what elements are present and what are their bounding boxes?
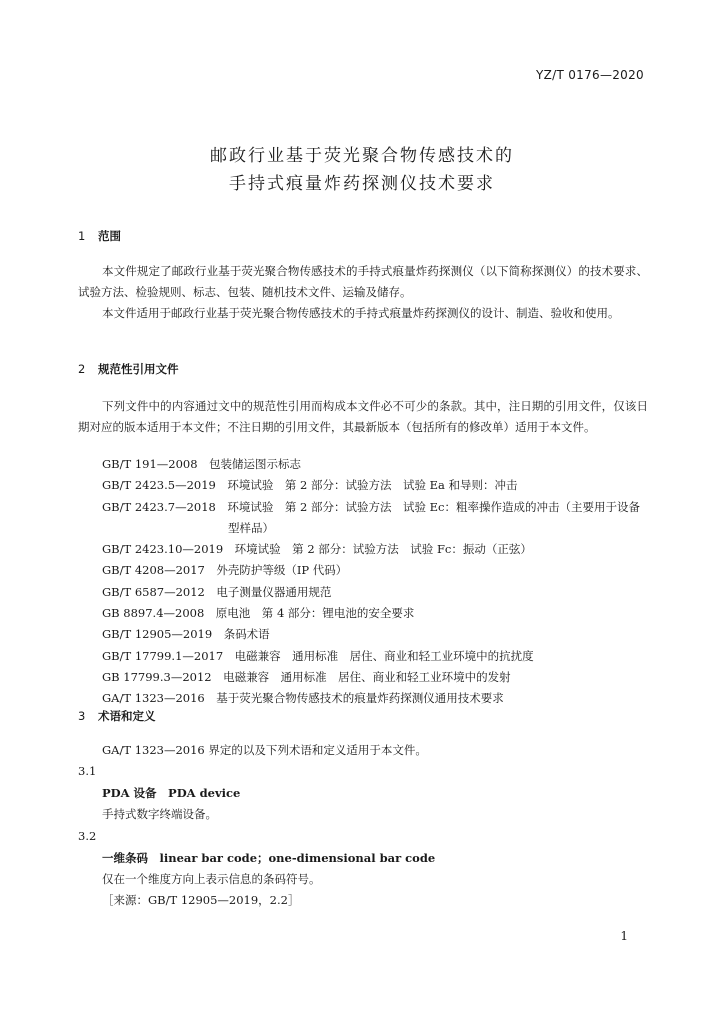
reference-item: GB/T 191—2008 包装储运图示标志 bbox=[102, 457, 302, 471]
section-title: 规范性引用文件 bbox=[98, 362, 179, 376]
standard-number: YZ/T 0176—2020 bbox=[535, 68, 644, 82]
section-number: 3 bbox=[78, 709, 86, 723]
reference-item: GB 17799.3—2012 电磁兼容 通用标准 居住、商业和轻工业环境中的发射 bbox=[102, 669, 511, 684]
term-source: ［来源：GB/T 12905—2019，2.2］ bbox=[102, 893, 300, 907]
reference-item: GB/T 2423.7—2018 环境试验 第 2 部分：试验方法 试验 Ec：粗率操作造成的冲击（主要用于设备型样品） bbox=[102, 499, 640, 535]
scope-paragraph-2: 本文件适用于邮政行业基于荧光聚合物传感技术的手持式痕量炸药探测仪的设计、制造、验收和使用。 bbox=[102, 306, 620, 320]
term-name: 一维条码 linear bar code；one-dimensional bar code bbox=[102, 851, 436, 865]
reference-item: GB/T 12905—2019 条码术语 bbox=[102, 627, 270, 642]
term-name: PDA 设备 PDA device bbox=[102, 786, 241, 800]
reference-item: GB 8897.4—2008 原电池 第 4 部分：锂电池的安全要求 bbox=[102, 606, 415, 621]
terms-intro: GA/T 1323—2016 界定的以及下列术语和定义适用于本文件。 bbox=[102, 743, 427, 757]
reference-item: GB/T 6587—2012 电子测量仪器通用规范 bbox=[102, 584, 332, 599]
section-title: 范围 bbox=[98, 229, 121, 243]
reference-list bbox=[102, 454, 648, 710]
section-1-heading bbox=[78, 228, 121, 244]
term-definition: 手持式数字终端设备。 bbox=[102, 807, 217, 821]
reference-item: GB/T 4208—2017 外壳防护等级（IP 代码） bbox=[102, 563, 348, 578]
document-title-line-1: 邮政行业基于荧光聚合物传感技术的 bbox=[210, 146, 514, 166]
section-number: 2 bbox=[78, 362, 86, 376]
section-2-heading bbox=[78, 361, 179, 377]
reference-item: GB/T 2423.5—2019 环境试验 第 2 部分：试验方法 试验 Ea 和导则：冲击 bbox=[102, 478, 518, 493]
document-title-line-2: 手持式痕量炸药探测仪技术要求 bbox=[229, 174, 495, 194]
section-title: 术语和定义 bbox=[98, 709, 156, 723]
reference-item: GB/T 17799.1—2017 电磁兼容 通用标准 居住、商业和轻工业环境中的抗扰度 bbox=[102, 648, 534, 663]
normative-intro: 下列文件中的内容通过文中的规范性引用而构成本文件必不可少的条款。其中，注日期的引用文件，仅该日期对应的版本适用于本文件；不注日期的引用文件，其最新版本（包括所有的修改单）适用于本文件。 bbox=[78, 399, 648, 434]
term-number: 3.1 bbox=[78, 764, 97, 778]
term-number: 3.2 bbox=[78, 829, 97, 843]
page-number: 1 bbox=[620, 929, 628, 943]
section-number: 1 bbox=[78, 229, 86, 243]
term-definition: 仅在一个维度方向上表示信息的条码符号。 bbox=[102, 872, 321, 886]
reference-item: GA/T 1323—2016 基于荧光聚合物传感技术的痕量炸药探测仪通用技术要求 bbox=[102, 691, 504, 706]
scope-paragraph-1: 本文件规定了邮政行业基于荧光聚合物传感技术的手持式痕量炸药探测仪（以下简称探测仪）的技术要求、试验方法、检验规则、标志、包装、随机技术文件、运输及储存。 bbox=[78, 264, 648, 299]
section-3-heading bbox=[78, 708, 156, 724]
reference-item: GB/T 2423.10—2019 环境试验 第 2 部分：试验方法 试验 Fc：振动（正弦） bbox=[102, 542, 532, 557]
